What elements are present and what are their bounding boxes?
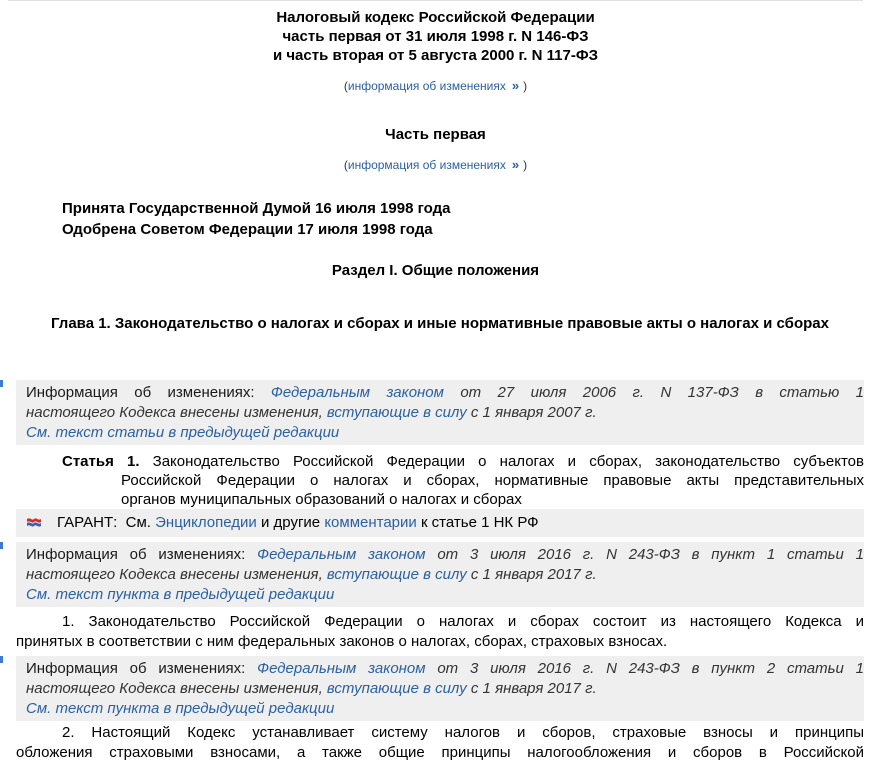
federal-law-link[interactable]: Федеральным законом — [257, 660, 426, 677]
article-1-label: Статья 1. — [62, 453, 140, 470]
change-info-point-1: Информация об изменениях: Федеральным законом от 3 июля 2016 г. N 243-ФЗ в пункт 1 статьи 1 настоящего Кодекса внесены изменения, вступающие в силу с 1 января 2017 г. См. текст пункта в предыдущей редакции — [16, 542, 864, 607]
previous-edition-link[interactable]: См. текст пункта в предыдущей редакции — [26, 700, 335, 717]
adoption-info — [62, 198, 450, 240]
article-1-point-2: 2. Настоящий Кодекс устанавливает систему налогов и сборов, страховые взносы и принципы обложения страховыми взносами, а также общие принципы налогообложения и сборов в Российской — [16, 724, 864, 761]
change-marker-icon — [0, 656, 3, 663]
effective-date-link[interactable]: вступающие в силу — [326, 404, 467, 421]
double-chevron-right-icon[interactable]: » — [511, 157, 520, 172]
approved-council-line: Одобрена Советом Федерации 17 июля 1998 года — [62, 221, 433, 238]
section-title: Раздел I. Общие положения — [331, 262, 540, 279]
chapter-title: Глава 1. Законодательство о налогах и сборах и иные нормативные правовые акты о налогах и сборах — [51, 315, 829, 332]
garant-label: ГАРАНТ: — [57, 514, 118, 531]
title-line-2: часть первая от 31 июля 1998 г. N 146-ФЗ — [282, 28, 589, 45]
effective-date-link[interactable]: вступающие в силу — [326, 680, 467, 697]
title-line-3: и часть вторая от 5 августа 2000 г. N 117-ФЗ — [272, 47, 599, 64]
code-changes-link[interactable]: информация об изменениях — [347, 79, 506, 93]
change-info-point-2: Информация об изменениях: Федеральным законом от 3 июля 2016 г. N 243-ФЗ в пункт 2 статьи 1 настоящего Кодекса внесены изменения, вступающие в силу с 1 января 2017 г. См. текст пункта в предыдущей редакции — [16, 656, 864, 721]
adopted-duma-line: Принята Государственной Думой 16 июля 1998 года — [62, 200, 451, 217]
change-marker-icon — [0, 380, 3, 387]
change-info-article-1: Информация об изменениях: Федеральным законом от 27 июля 2006 г. N 137-ФЗ в статью 1 настоящего Кодекса внесены изменения, вступающие в силу с 1 января 2007 г. См. текст статьи в предыдущей редакции — [16, 380, 864, 445]
article-1: Статья 1. Законодательство Российской Федерации о налогах и сборах, законодательство субъектов Российской Федерации о налогах и сборах, нормативные правовые акты представительных органов муниципальных образований о налогах и сборах — [62, 453, 864, 508]
federal-law-link[interactable]: Федеральным законом — [270, 384, 444, 401]
effective-date-link[interactable]: вступающие в силу — [326, 566, 467, 583]
garant-note: ГАРАНТ: См. Энциклопедии и другие комментарии к статье 1 НК РФ — [16, 509, 864, 537]
double-chevron-right-icon[interactable]: » — [511, 78, 520, 93]
garant-logo-icon — [26, 516, 42, 528]
part-title: Часть первая — [385, 126, 486, 143]
encyclopedia-link[interactable]: Энциклопедии — [155, 514, 257, 531]
previous-edition-link[interactable]: См. текст статьи в предыдущей редакции — [26, 424, 340, 441]
part-changes-link-row: (информация об изменениях » ) — [343, 157, 528, 172]
title-line-1: Налоговый кодекс Российской Федерации — [276, 9, 595, 26]
previous-edition-link[interactable]: См. текст пункта в предыдущей редакции — [26, 586, 335, 603]
part-changes-link[interactable]: информация об изменениях — [347, 158, 506, 172]
change-marker-icon — [0, 542, 3, 549]
article-1-point-1: 1. Законодательство Российской Федерации о налогах и сборах состоит из настоящего Кодекса и принятых в соответствии с ним федеральных законов о налогах, сборах, страховых взносах. — [16, 613, 864, 650]
document-title — [0, 8, 871, 65]
code-changes-link-row: (информация об изменениях » ) — [343, 78, 528, 93]
federal-law-link[interactable]: Федеральным законом — [257, 546, 426, 563]
comments-link[interactable]: комментарии — [324, 514, 417, 531]
top-divider — [8, 0, 863, 1]
